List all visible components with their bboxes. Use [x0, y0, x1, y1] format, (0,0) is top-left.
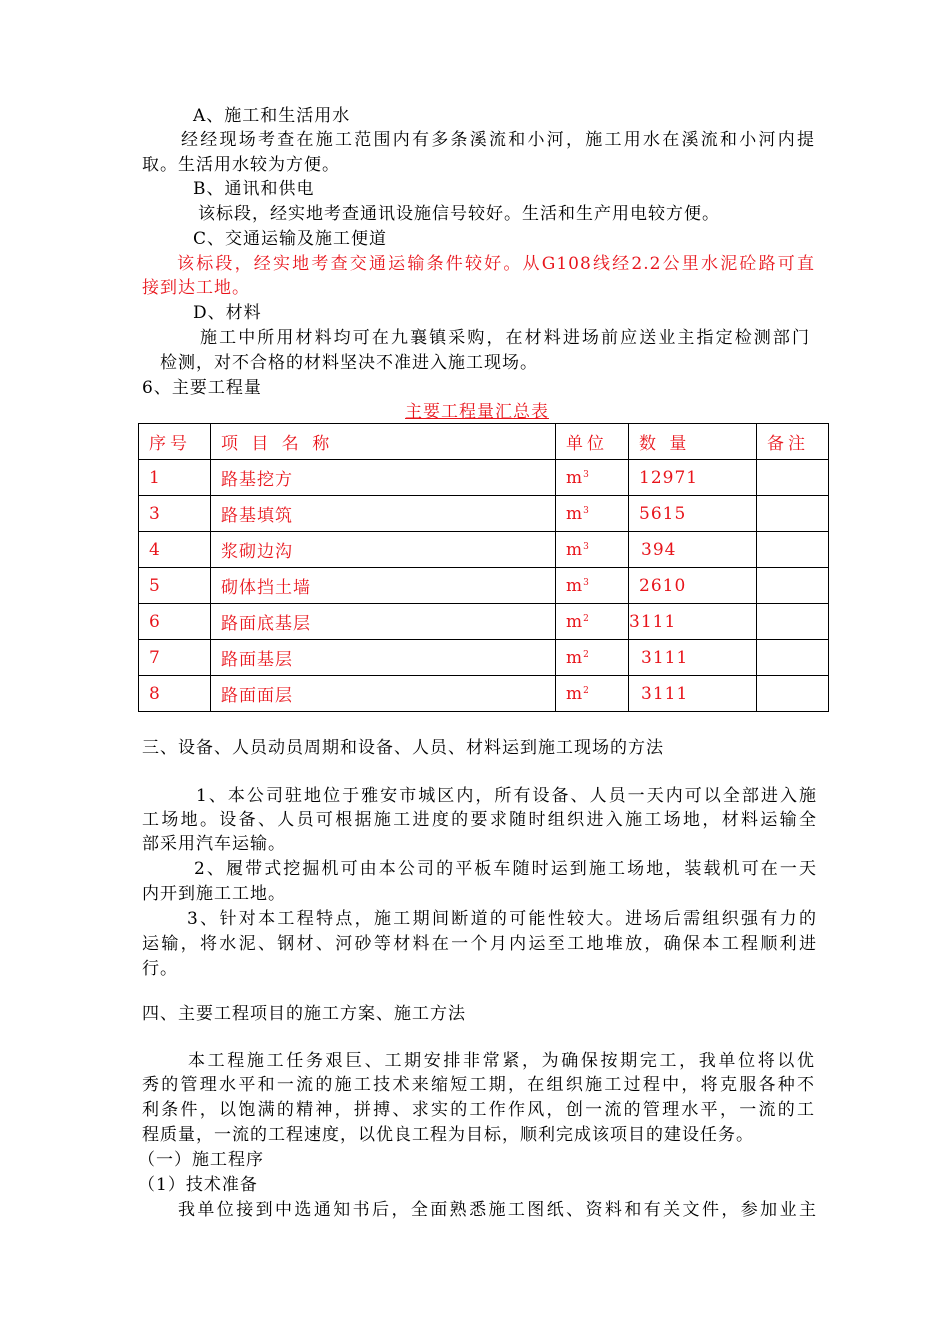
- sec-d-line1: 施工中所用材料均可在九襄镇采购，在材料进场前应送业主指定检测部门: [200, 328, 810, 348]
- table-row: [139, 460, 829, 496]
- row-no: 4: [139, 532, 211, 568]
- row-unit: [556, 496, 629, 532]
- header-cell: 备注: [757, 424, 829, 460]
- row-name: 路面基层: [211, 640, 556, 676]
- part3-p1-line3: 部采用汽车运输。: [142, 834, 286, 854]
- row-unit: [556, 604, 629, 640]
- row-name: 路基挖方: [211, 460, 556, 496]
- row-name: 路面面层: [211, 676, 556, 712]
- part4-sub1: （一）施工程序: [138, 1150, 264, 1170]
- header-cell: 数 量: [629, 424, 757, 460]
- part3-p2-line1: 2、履带式挖掘机可由本公司的平板车随时运到施工场地，装载机可在一天: [194, 859, 817, 879]
- unit-base: m: [566, 611, 584, 632]
- row-no: 3: [139, 496, 211, 532]
- row-unit: [556, 676, 629, 712]
- row-qty: 394: [629, 532, 757, 568]
- table-row: [139, 496, 829, 532]
- unit-base: m: [566, 647, 584, 668]
- table-row: [139, 640, 829, 676]
- sec-b-line1: 该标段，经实地考查通讯设施信号较好。生活和生产用电较方便。: [198, 204, 720, 224]
- part3-p3-line2: 运输，将水泥、钢材、河砂等材料在一个月内运至工地堆放，确保本工程顺利进: [142, 934, 817, 954]
- quantity-table: [138, 423, 829, 712]
- header-cell: 序号: [139, 424, 211, 460]
- part4-p-line1: 本工程施工任务艰巨、工期安排非常紧，为确保按期完工，我单位将以优: [188, 1051, 815, 1071]
- unit-base: m: [566, 467, 584, 488]
- table-header-row: [139, 424, 829, 460]
- sec-b-heading: B、通讯和供电: [193, 179, 315, 199]
- row-note: [757, 460, 829, 496]
- row-name: 路面底基层: [211, 604, 556, 640]
- part4-p-line2: 秀的管理水平和一流的施工技术来缩短工期，在组织施工过程中，将克服各种不: [142, 1075, 815, 1095]
- row-unit: [556, 640, 629, 676]
- row-name: 路基填筑: [211, 496, 556, 532]
- table-caption: 主要工程量汇总表: [405, 402, 549, 422]
- row-name: 浆砌边沟: [211, 532, 556, 568]
- row-note: [757, 604, 829, 640]
- part3-p3-line3: 行。: [142, 959, 178, 979]
- part3-p3-line1: 3、针对本工程特点，施工期间断道的可能性较大。进场后需组织强有力的: [187, 909, 817, 929]
- row-qty: 12971: [629, 460, 757, 496]
- unit-base: m: [566, 575, 584, 596]
- header-cell: 项 目 名 称: [211, 424, 556, 460]
- sec-d-heading: D、材料: [193, 303, 262, 323]
- row-note: [757, 532, 829, 568]
- row-qty: 3111: [629, 604, 757, 640]
- row-no: 7: [139, 640, 211, 676]
- sec-c-line1: 该标段，经实地考查交通运输条件较好。从G108线经2.2公里水泥砼路可直: [177, 254, 815, 274]
- row-qty: 3111: [629, 640, 757, 676]
- part3-p2-line2: 内开到施工工地。: [142, 884, 286, 904]
- unit-base: m: [566, 539, 584, 560]
- unit-exp: 3: [583, 577, 590, 588]
- row-unit: [556, 532, 629, 568]
- table-row: [139, 568, 829, 604]
- part3-heading: 三、设备、人员动员周期和设备、人员、材料运到施工现场的方法: [142, 738, 664, 758]
- row-qty: 2610: [629, 568, 757, 604]
- row-no: 8: [139, 676, 211, 712]
- row-note: [757, 640, 829, 676]
- row-note: [757, 568, 829, 604]
- unit-exp: 2: [583, 685, 590, 696]
- sec-a-heading: A、施工和生活用水: [193, 106, 351, 126]
- row-unit: [556, 460, 629, 496]
- row-qty: 3111: [629, 676, 757, 712]
- row-no: 6: [139, 604, 211, 640]
- part4-heading: 四、主要工程项目的施工方案、施工方法: [142, 1004, 466, 1024]
- part4-p-line3: 利条件，以饱满的精神，拼搏、求实的工作作风，创一流的管理水平，一流的工: [142, 1100, 815, 1120]
- sec6-heading: 6、主要工程量: [142, 378, 262, 398]
- unit-base: m: [566, 503, 584, 524]
- row-unit: [556, 568, 629, 604]
- row-no: 5: [139, 568, 211, 604]
- unit-exp: 2: [583, 649, 590, 660]
- unit-base: m: [566, 683, 584, 704]
- row-qty: 5615: [629, 496, 757, 532]
- sec-c-line2: 接到达工地。: [142, 278, 250, 298]
- unit-exp: 2: [583, 613, 590, 624]
- row-note: [757, 676, 829, 712]
- table-row: [139, 604, 829, 640]
- sec-a-line1: 经经现场考查在施工范围内有多条溪流和小河，施工用水在溪流和小河内提: [181, 130, 815, 150]
- sec-a-line2: 取。生活用水较为方便。: [142, 155, 340, 175]
- part4-sub2: （1）技术准备: [138, 1175, 258, 1195]
- table-row: [139, 532, 829, 568]
- header-cell: 单位: [556, 424, 629, 460]
- sec-d-line2: 检测，对不合格的材料坚决不准进入施工现场。: [160, 353, 538, 373]
- part3-p1-line2: 工场地。设备、人员可根据施工进度的要求随时组织进入施工场地，材料运输全: [142, 810, 817, 830]
- row-note: [757, 496, 829, 532]
- sec-c-heading: C、交通运输及施工便道: [193, 229, 388, 249]
- part3-p1-line1: 1、本公司驻地位于雅安市城区内，所有设备、人员一天内可以全部进入施: [196, 786, 817, 806]
- row-name: 砌体挡土墙: [211, 568, 556, 604]
- unit-exp: 3: [583, 541, 590, 552]
- unit-exp: 3: [583, 505, 590, 516]
- part4-p-line4: 程质量，一流的工程速度，以优良工程为目标，顺利完成该项目的建设任务。: [142, 1125, 754, 1145]
- row-no: 1: [139, 460, 211, 496]
- table-row: [139, 676, 829, 712]
- part4-last-line: 我单位接到中选通知书后，全面熟悉施工图纸、资料和有关文件，参加业主: [178, 1200, 817, 1220]
- unit-exp: 3: [583, 469, 590, 480]
